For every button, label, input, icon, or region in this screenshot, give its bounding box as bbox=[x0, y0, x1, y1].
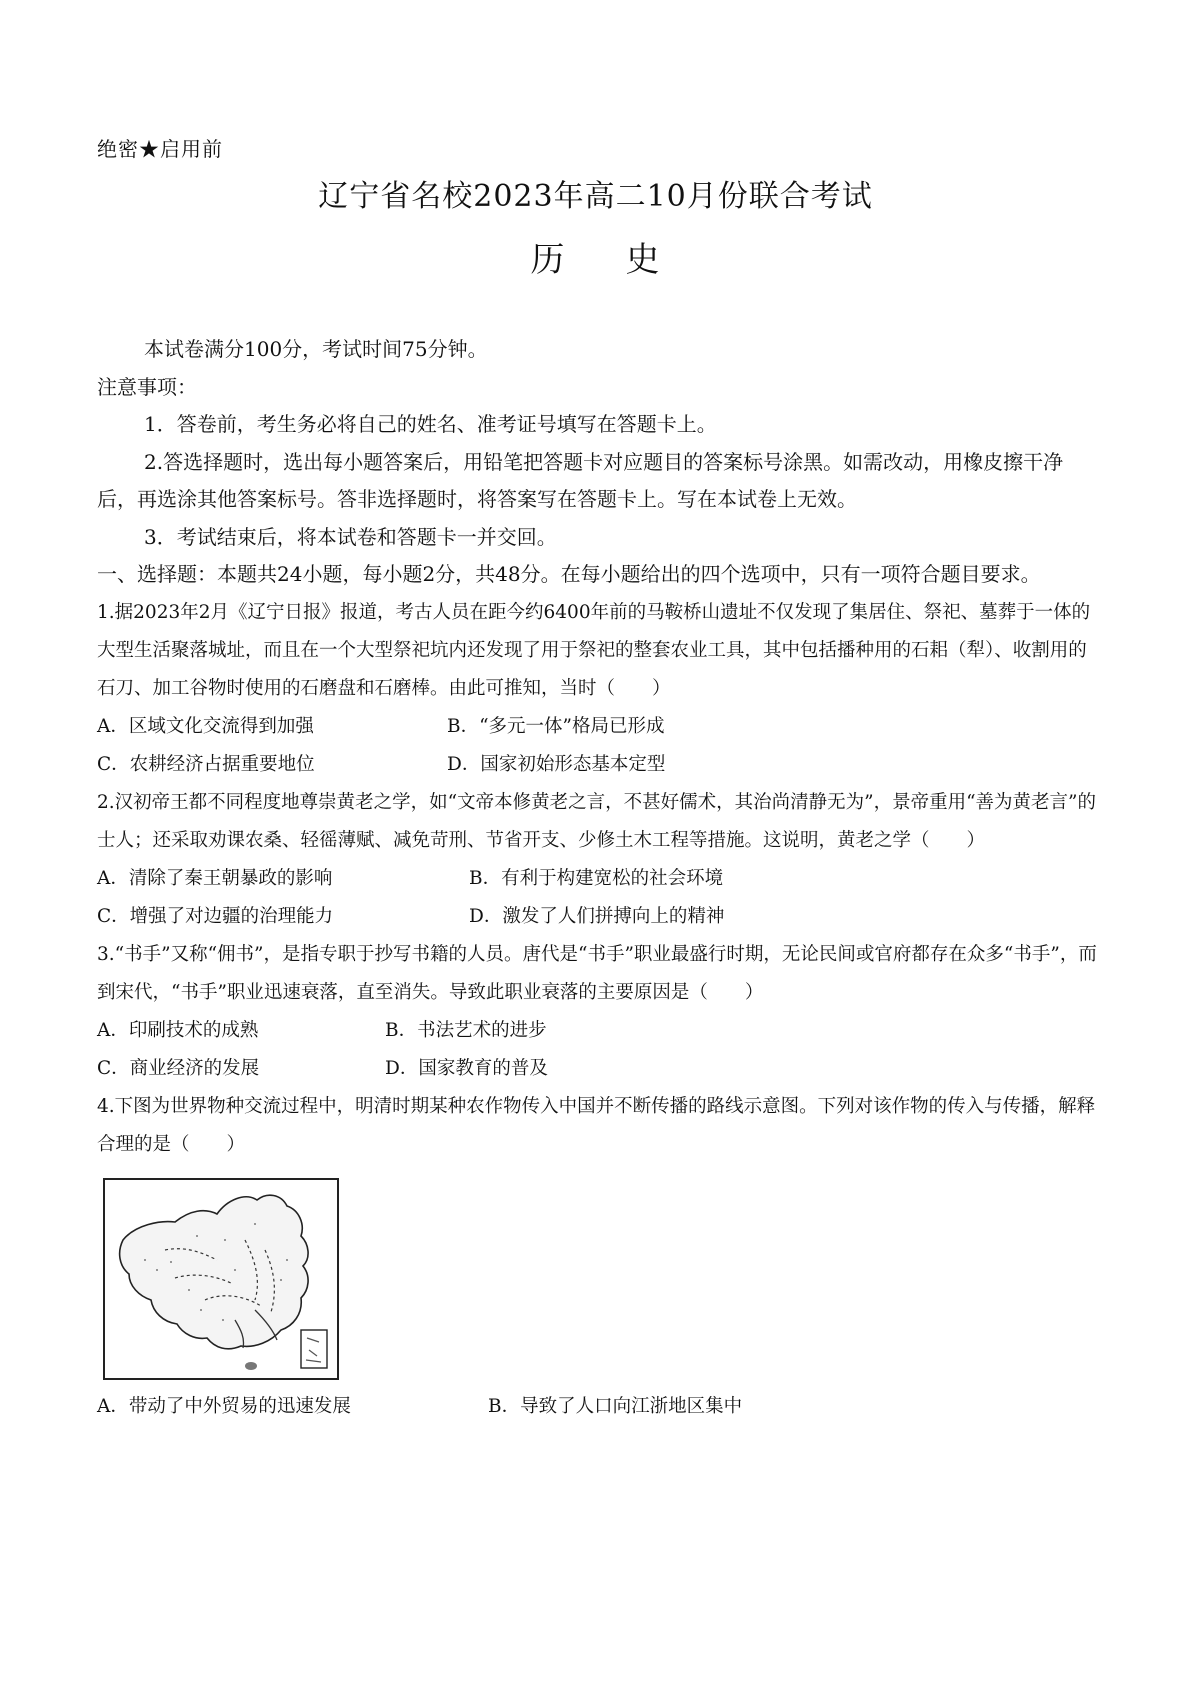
option-c: C．商业经济的发展 bbox=[97, 1057, 260, 1079]
subject-char-1: 历 bbox=[530, 240, 566, 280]
subject-char-2: 史 bbox=[625, 240, 661, 280]
section-heading: 一、选择题：本题共24小题，每小题2分，共48分。在每小题给出的四个选项中，只有一项符合题目要求。 bbox=[97, 562, 1041, 586]
exam-title: 辽宁省名校2023年高二10月份联合考试 bbox=[318, 179, 873, 214]
exam-body bbox=[97, 331, 1097, 1426]
option-row bbox=[97, 746, 1097, 784]
option-row bbox=[97, 898, 1097, 936]
option-a: A．清除了秦王朝暴政的影响 bbox=[97, 867, 333, 889]
question-stem: 2.汉初帝王都不同程度地尊崇黄老之学，如“文帝本修黄老之言，不甚好儒术，其治尚清静无为”，景帝重用“善为黄老言”的士人；还采取劝课农桑、轻徭薄赋、减免苛刑、节省开支、少修土木工程等措施。这说明，黄老之学（ ） bbox=[97, 791, 1096, 851]
option-b: B．“多元一体”格局已形成 bbox=[447, 715, 665, 737]
option-row bbox=[97, 1050, 1097, 1088]
option-b: B．有利于构建宽松的社会环境 bbox=[469, 867, 724, 889]
map-drawing bbox=[105, 1180, 337, 1378]
question-stem: 1.据2023年2月《辽宁日报》报道，考古人员在距今约6400年前的马鞍桥山遗址不仅发现了集居住、祭祀、墓葬于一体的大型生活聚落城址，而且在一个大型祭祀坑内还发现了用于祭祀的整套农业工具，其中包括播种用的石耜（犁）、收割用的石刀、加工谷物时使用的石磨盘和石磨棒。由此可推知，当时（ ） bbox=[97, 601, 1091, 699]
notice-heading: 注意事项： bbox=[97, 374, 197, 399]
secret-label: 绝密★启用前 bbox=[97, 137, 223, 161]
option-b: B．导致了人口向江浙地区集中 bbox=[488, 1395, 743, 1417]
option-b: B．书法艺术的进步 bbox=[385, 1019, 547, 1041]
option-d: D．国家教育的普及 bbox=[385, 1057, 548, 1079]
notice-item: 3．考试结束后，将本试卷和答题卡一并交回。 bbox=[144, 524, 557, 549]
option-a: A．区域文化交流得到加强 bbox=[97, 715, 314, 737]
option-c: C．增强了对边疆的治理能力 bbox=[97, 905, 334, 927]
question-stem: 3.“书手”又称“佣书”，是指专职于抄写书籍的人员。唐代是“书手”职业最盛行时期，无论民间或官府都存在众多“书手”，而到宋代，“书手”职业迅速衰落，直至消失。导致此职业衰落的主要原因是（ ） bbox=[97, 943, 1097, 1003]
option-row bbox=[97, 1388, 1097, 1426]
score-time-line: 本试卷满分100分，考试时间75分钟。 bbox=[144, 337, 488, 361]
option-row bbox=[97, 708, 1097, 746]
subject-title bbox=[0, 232, 1191, 281]
notice-item: 1．答卷前，考生务必将自己的姓名、准考证号填写在答题卡上。 bbox=[144, 412, 717, 436]
option-row bbox=[97, 1012, 1097, 1050]
question-stem: 4.下图为世界物种交流过程中，明清时期某种农作物传入中国并不断传播的路线示意图。下列对该作物的传入与传播，解释合理的是（ ） bbox=[97, 1095, 1096, 1155]
option-a: A．带动了中外贸易的迅速发展 bbox=[97, 1395, 351, 1417]
option-d: D．激发了人们拼搏向上的精神 bbox=[469, 905, 725, 927]
option-c: C．农耕经济占据重要地位 bbox=[97, 753, 315, 775]
notice-item: 2.答选择题时，选出每小题答案后，用铅笔把答题卡对应题目的答案标号涂黑。如需改动，用橡皮擦干净后，再选涂其他答案标号。答非选择题时，将答案写在答题卡上。写在本试卷上无效。 bbox=[97, 449, 1064, 511]
option-a: A．印刷技术的成熟 bbox=[97, 1019, 259, 1041]
option-row bbox=[97, 860, 1097, 898]
option-d: D．国家初始形态基本定型 bbox=[447, 753, 666, 775]
china-crop-route-map bbox=[103, 1178, 339, 1380]
